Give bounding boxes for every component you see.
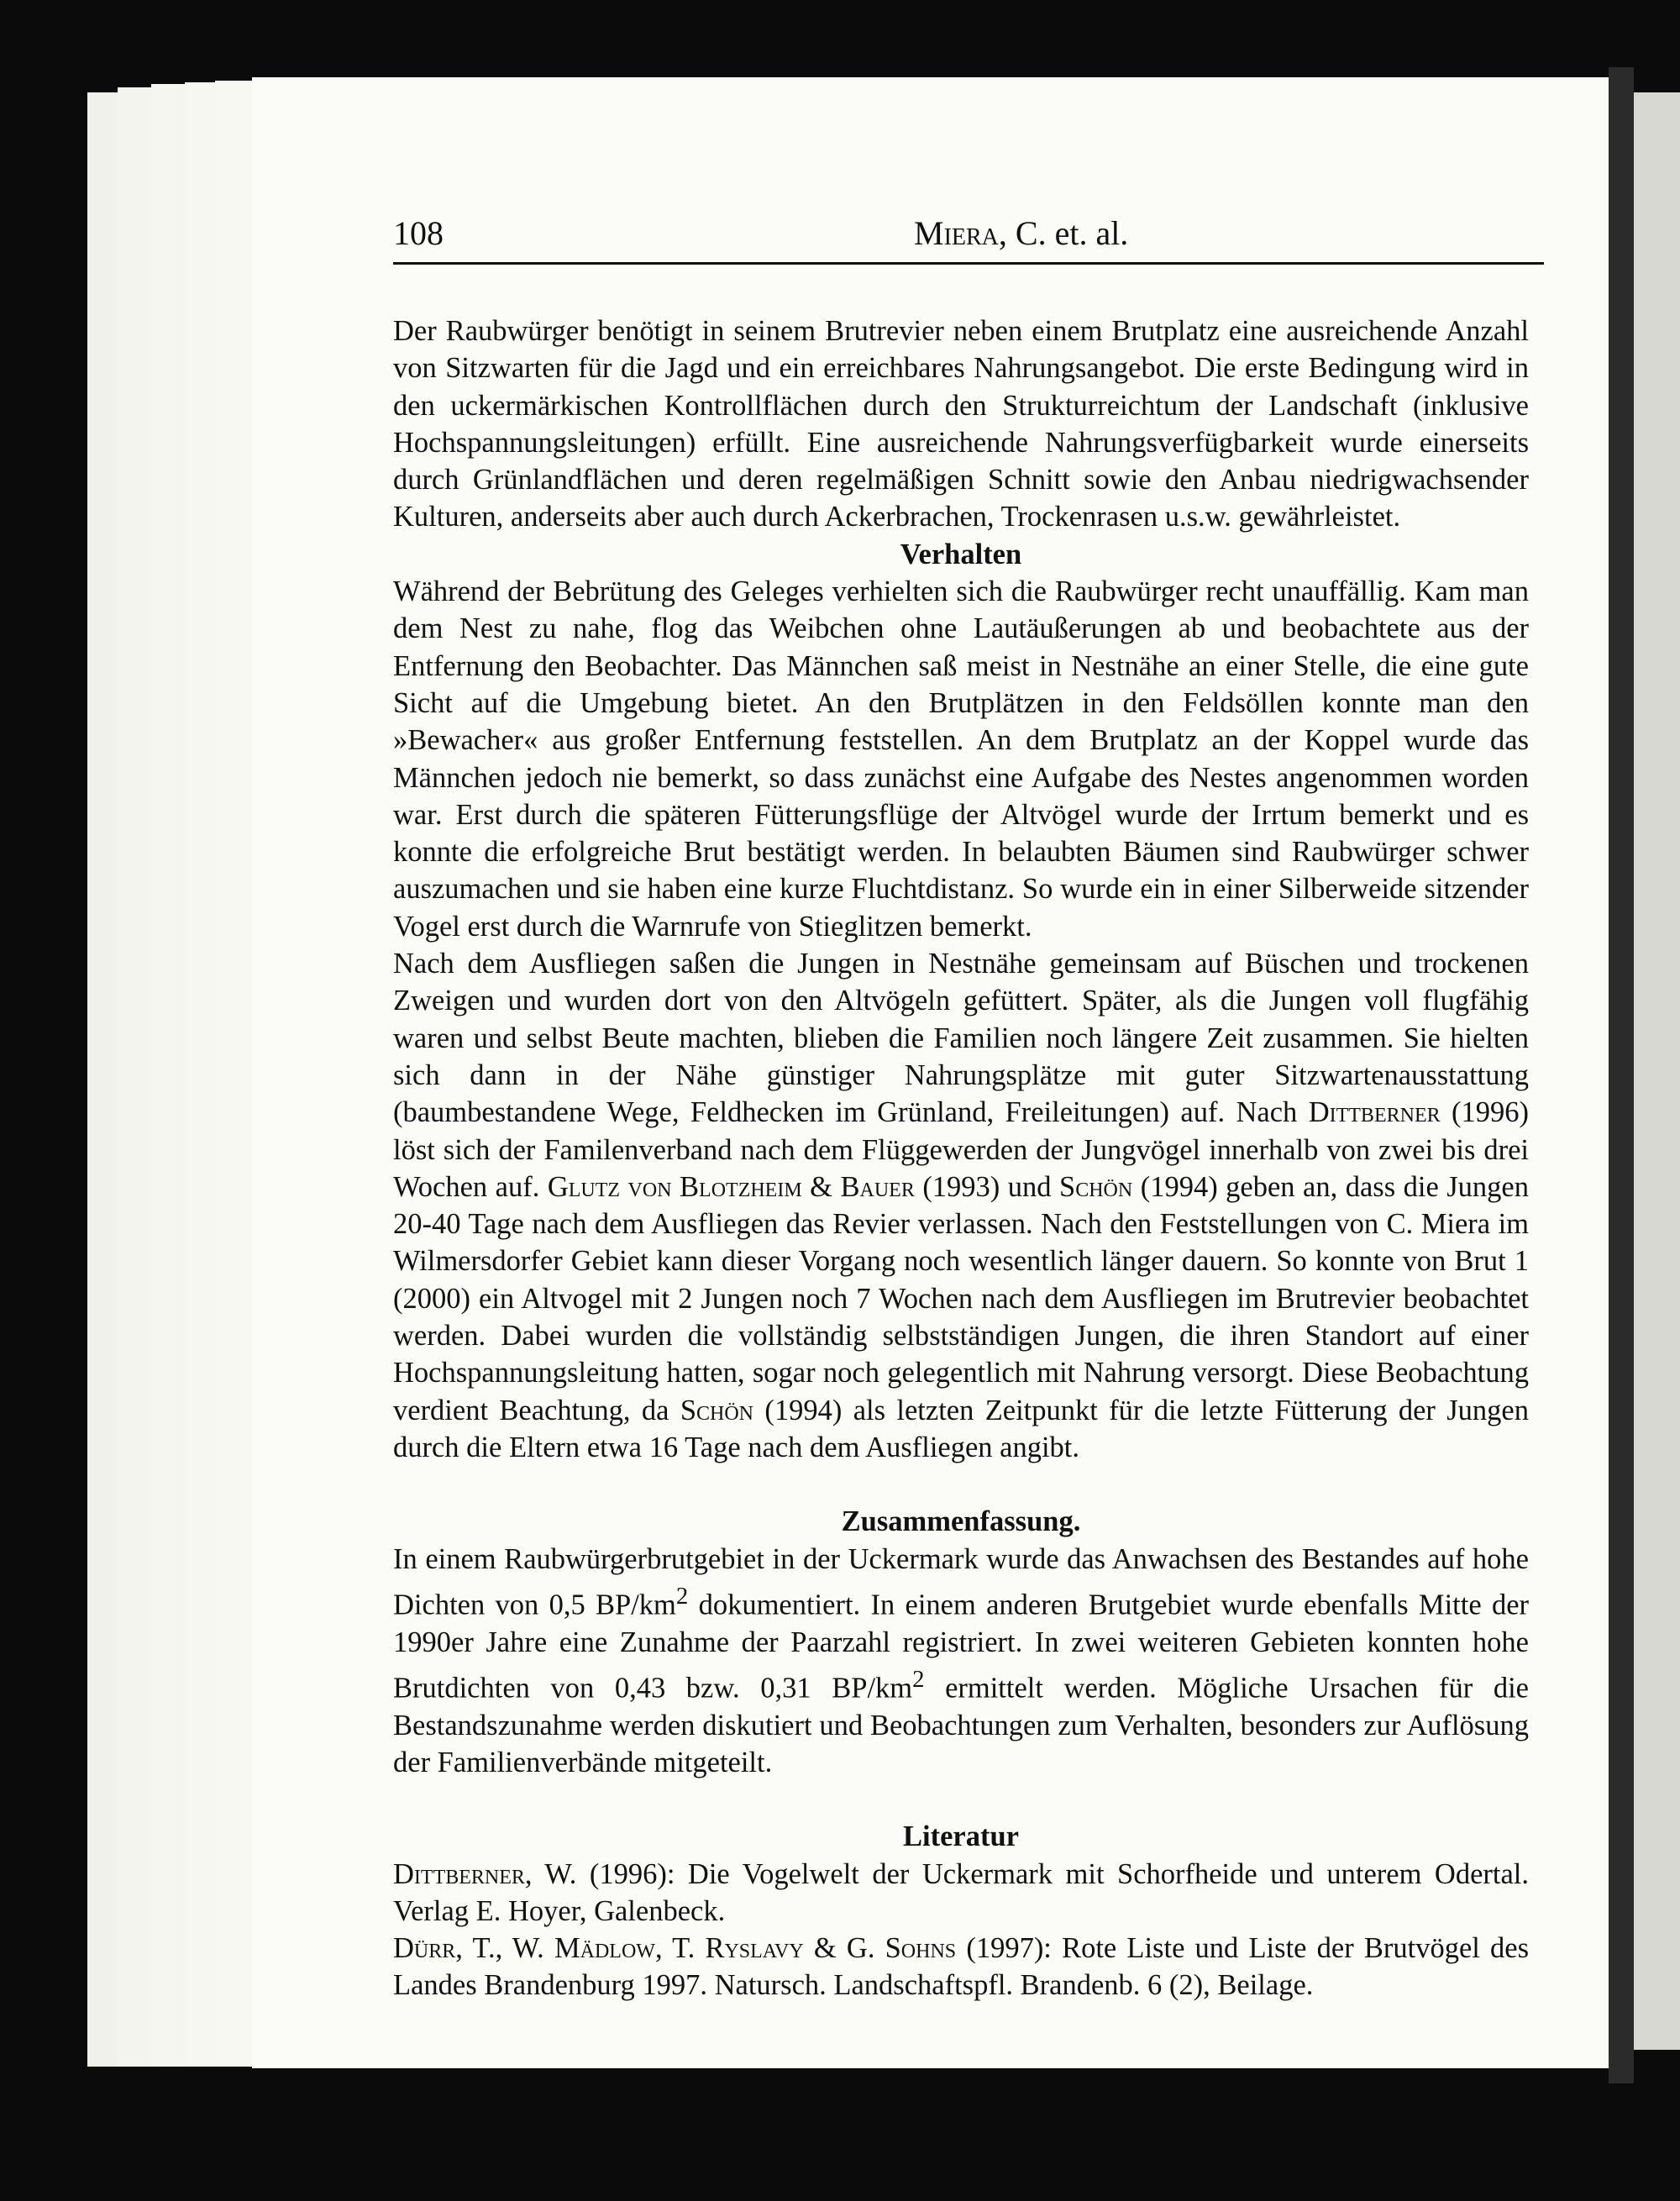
next-page-edge bbox=[1634, 92, 1680, 2050]
paragraph: Der Raubwürger benötigt in seinem Brutrevier neben einem Brutplatz eine ausreichende Anzahl von Sitzwarten für die Jagd und ein erreichbares Nahrungsangebot. Die erste Bedingung wird in den uckermärkischen Kontrollflächen durch den Strukturreichtum der Landschaft (inklusive Hochspannungsleitungen) erfüllt. Eine ausreichende Nahrungsverfügbarkeit wurde einerseits durch Grünlandflächen und deren regelmäßigen Schnitt sowie den Anbau niedrigwachsender Kulturen, anderseits aber auch durch Ackerbrachen, Trockenrasen u.s.w. gewährleistet. bbox=[393, 315, 1529, 533]
paragraph: In einem Raubwürgerbrutgebiet in der Uckermark wurde das Anwachsen des Bestandes auf hohe Dichten von 0,5 $BP/km^2$ dokumentiert. In einem anderen Brutgebiet wurde ebenfalls Mitte der 1990er Jahre eine Zunahme der Paarzahl registriert. In zwei weiteren Gebieten konnten hohe Brutdichten von 0,43 bzw. 0,31 $BP/km^2$ ermittelt werden. Mögliche Ursachen für die Bestandszunahme werden diskutiert und Beobachtungen zum Verhalten, besonders zur Auflösung der Familienverbände mitgeteilt. bbox=[393, 1542, 1529, 1778]
reference-entry: Dittberner, W. (1996): Die Vogelwelt der Uckermark mit Schorfheide und unterem Odertal. Verlag E. Hoyer, Galenbeck. bbox=[393, 1857, 1529, 1927]
reference-entry: Dürr, T., W. Mädlow, T. Ryslavy & G. Sohns (1997): Rote Liste und Liste der Brutvögel des Landes Brandenburg 1997. Natursch. Landschaftspfl. Brandenb. 6 (2), Beilage. bbox=[393, 1932, 1530, 2002]
section-heading-zusammenfassung: Zusammenfassung. bbox=[841, 1505, 1081, 1538]
citation: Schön bbox=[680, 1394, 754, 1426]
section-heading-literatur: Literatur bbox=[903, 1820, 1019, 1853]
section-heading-verhalten: Verhalten bbox=[900, 538, 1022, 570]
running-header bbox=[393, 207, 1544, 262]
book-gutter bbox=[1609, 67, 1634, 2083]
citation: Schön bbox=[1059, 1170, 1133, 1203]
paragraph: Während der Bebrütung des Geleges verhielten sich die Raubwürger recht unauffällig. Kam man dem Nest zu nahe, flog das Weibchen ohne Lautäußerungen ab und beobachtete aus der Entfernung den Beobachter. Das Männchen saß meist in Nestnähe an einer Stelle, die eine gute Sicht auf die Umgebung bietet. An den Brutplätzen in den Feldsöllen konnte man den »Bewacher« aus großer Entfernung feststellen. An dem Brutplatz an der Koppel wurde das Männchen jedoch nie bemerkt, so dass zunächst eine Aufgabe des Nestes angenommen worden war. Erst durch die späteren Fütterungsflüge der Altvögel wurde der Irrtum bemerkt und es konnte die erfolgreiche Brut bestätigt werden. In belaubten Bäumen sind Raubwürger schwer auszumachen und sie haben eine kurze Fluchtdistanz. So wurde ein in einer Silberweide sitzender Vogel erst durch die Warnrufe von Stieglitzen bemerkt. bbox=[393, 575, 1529, 943]
citation: Glutz von Blotzheim & Bauer bbox=[547, 1170, 915, 1203]
header-rule bbox=[393, 262, 1544, 265]
running-author: Miera, C. et. al. bbox=[914, 214, 1129, 252]
page-number: 108 bbox=[393, 214, 444, 252]
paragraph: Nach dem Ausfliegen saßen die Jungen in Nestnähe gemeinsam auf Büschen und trockenen Zweigen und wurden dort von den Altvögeln gefüttert. Später, als die Jungen voll flugfähig waren und selbst Beute machten, blieben die Familien noch längere Zeit zusammen. Sie hielten sich dann in der Nähe günstiger Nahrungsplätze mit guter Sitzwartenausstattung (baumbestandene Wege, Feldhecken im Grünland, Freileitungen) auf. Nach Dittberner (1996) löst sich der Familenverband nach dem Flüggewerden der Jungvögel innerhalb von zwei bis drei Wochen auf. Glutz von Blotzheim & Bauer (1993) und Schön (1994) geben an, dass die Jungen 20-40 Tage nach dem Ausfliegen das Revier verlassen. Nach den Feststellungen von C. Miera im Wilmersdorfer Gebiet kann dieser Vorgang noch wesentlich länger dauern. So konnte von Brut 1 (2000) ein Altvogel mit 2 Jungen noch 7 Wochen nach dem Ausfliegen im Brutrevier beobachtet werden. Dabei wurden die vollständig selbstständigen Jungen, die ihren Standort auf einer Hochspannungsleitung hatten, sogar noch gelegentlich mit Nahrung versorgt. Diese Beobachtung verdient Beachtung, da Schön (1994) als letzten Zeitpunkt für die letzte Fütterung der Jungen durch die Eltern etwa 16 Tage nach dem Ausfliegen angibt. bbox=[393, 948, 1530, 1463]
citation: Dittberner bbox=[1308, 1096, 1441, 1129]
article-body bbox=[393, 313, 1529, 2004]
